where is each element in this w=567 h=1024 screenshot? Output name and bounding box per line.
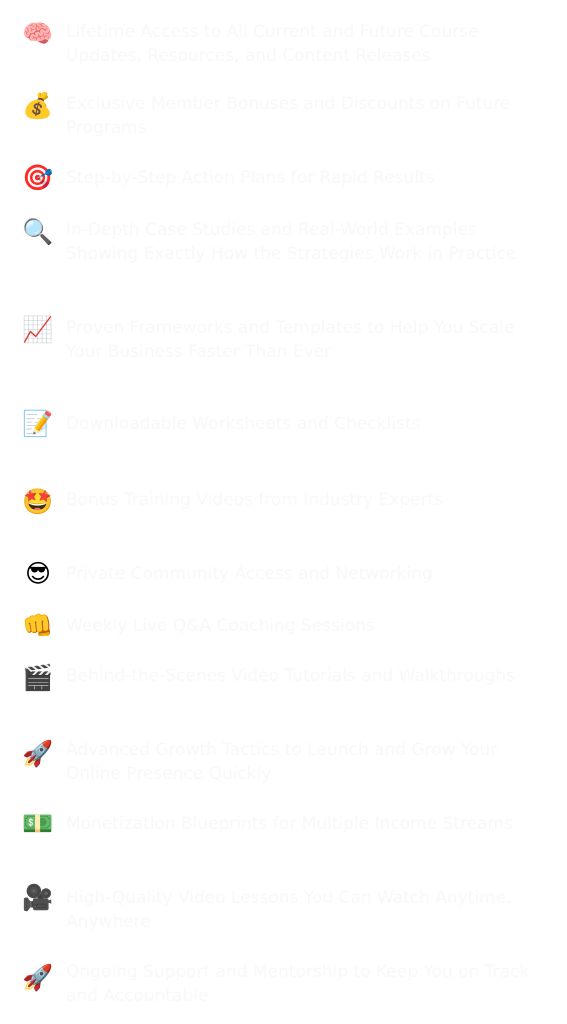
rocket-icon: 🚀 (22, 963, 54, 992)
movie-camera-icon: 🎥 (22, 883, 54, 912)
list-item-text: Behind-the-Scenes Video Tutorials and Walkthroughs (66, 666, 515, 686)
list-item-text: Weekly Live Q&A Coaching Sessions (66, 616, 375, 636)
list-item-text: Exclusive Member Bonuses and Discounts on Future Programs (66, 94, 511, 138)
list-item-text: Bonus Training Videos from Industry Experts (66, 490, 444, 510)
clapper-board-icon: 🎬 (22, 663, 54, 692)
rocket-icon: 🚀 (22, 739, 54, 768)
fist-icon: 👊 (22, 611, 54, 640)
list-item-text: Proven Frameworks and Templates to Help You Scale Your Business Faster Than Ever (66, 318, 515, 362)
list-item-text: Step-by-Step Action Plans for Rapid Results (66, 168, 435, 188)
list-item-text: Monetization Blueprints for Multiple Income Streams (66, 814, 513, 834)
chart-increasing-icon: 📈 (22, 315, 54, 344)
dollar-banknote-icon: 💵 (22, 809, 54, 838)
brain-icon: 🧠 (22, 19, 54, 48)
list-item-text: High-Quality Video Lessons You Can Watch Anytime, Anywhere (66, 888, 512, 932)
sunglasses-face-icon: 😎 (24, 559, 52, 588)
target-icon: 🎯 (22, 163, 54, 192)
money-bag-icon: 💰 (22, 91, 54, 120)
list-item-text: Downloadable Worksheets and Checklists (66, 414, 421, 434)
magnifier-icon: 🔍 (22, 217, 54, 246)
memo-icon: 📝 (22, 409, 54, 438)
list-item-text: Lifetime Access to All Current and Future Course Updates, Resources, and Content Releases (66, 22, 479, 66)
list-item-text: In-Depth Case Studies and Real-World Examples Showing Exactly How the Strategies Work in Practice (66, 220, 517, 264)
list-item-text: Ongoing Support and Mentorship to Keep You on Track and Accountable (66, 962, 530, 1006)
star-struck-icon: 🤩 (22, 487, 54, 516)
list-item-text: Private Community Access and Networking (66, 564, 433, 584)
list-item-text: Advanced Growth Tactics to Launch and Grow Your Online Presence Quickly (66, 740, 498, 784)
